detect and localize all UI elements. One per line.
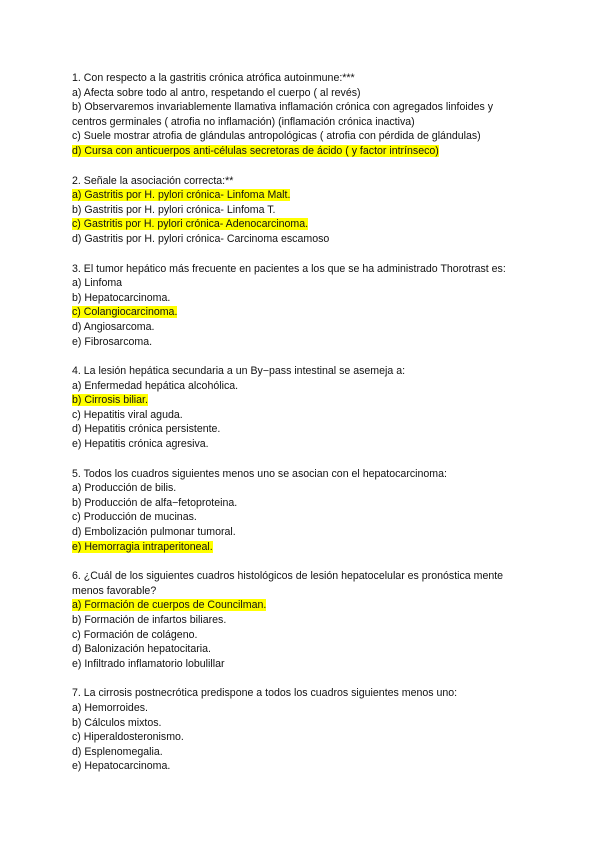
answer-text: b) Cálculos mixtos. [72, 716, 162, 729]
answer-text: a) Hemorroides. [72, 701, 148, 714]
answer-option [72, 217, 532, 232]
answer-option [72, 716, 532, 731]
question-block [72, 569, 532, 671]
answer-text: d) Balonización hepatocitaria. [72, 643, 211, 656]
answer-text: a) Enfermedad hepática alcohólica. [72, 379, 239, 392]
question-stem: 3. El tumor hepático más frecuente en pacientes a los que se ha administrado Thorotrast es: [72, 262, 506, 275]
highlighted-answer: c) Gastritis por H. pylori crónica- Adenocarcinoma. [72, 218, 309, 231]
answer-option [72, 379, 532, 394]
answer-text: d) Angiosarcoma. [72, 320, 155, 333]
answer-text: d) Gastritis por H. pylori crónica- Carcinoma escamoso [72, 232, 330, 245]
answer-text: b) Hepatocarcinoma. [72, 291, 171, 304]
question-block [72, 262, 532, 350]
question-stem: 5. Todos los cuadros siguientes menos uno se asocian con el hepatocarcinoma: [72, 467, 447, 480]
answer-option [72, 642, 532, 657]
answer-text: c) Hepatitis viral aguda. [72, 408, 183, 421]
answer-text: a) Afecta sobre todo al antro, respetando el cuerpo ( al revés) [72, 86, 361, 99]
answer-option [72, 437, 532, 452]
answer-text: b) Gastritis por H. pylori crónica- Linfoma T. [72, 203, 276, 216]
answer-option [72, 510, 532, 525]
answer-text: b) Producción de alfa−fetoproteina. [72, 496, 238, 509]
answer-option [72, 305, 532, 320]
answer-text: e) Hepatitis crónica agresiva. [72, 438, 209, 451]
answer-text: c) Suele mostrar atrofia de glándulas antropológicas ( atrofia con pérdida de glándulas) [72, 130, 481, 143]
highlighted-answer: d) Cursa con anticuerpos anti-células secretoras de ácido ( y factor intrínseco) [72, 144, 439, 157]
answer-option [72, 613, 532, 628]
highlighted-answer: c) Colangiocarcinoma. [72, 306, 178, 319]
answer-option [72, 598, 532, 613]
answer-text: e) Fibrosarcoma. [72, 335, 153, 348]
question-block [72, 686, 532, 774]
question-block [72, 174, 532, 247]
highlighted-answer: e) Hemorragia intraperitoneal. [72, 540, 213, 553]
answer-option [72, 745, 532, 760]
answer-option [72, 422, 532, 437]
question-stem: 7. La cirrosis postnecrótica predispone a todos los cuadros siguientes menos uno: [72, 687, 458, 700]
answer-text: centros germinales ( atrofia no inflamación) (inflamación crónica inactiva) [72, 115, 415, 128]
highlighted-answer: a) Gastritis por H. pylori crónica- Linfoma Malt. [72, 189, 291, 202]
answer-option [72, 129, 532, 144]
question-stem: 1. Con respecto a la gastritis crónica atrófica autoinmune:*** [72, 72, 355, 84]
answer-text: d) Embolización pulmonar tumoral. [72, 526, 236, 539]
question-block [72, 71, 532, 159]
answer-option [72, 657, 532, 672]
answer-text: b) Observaremos invariablemente llamativa inflamación crónica con agregados linfoides y [72, 101, 494, 114]
answer-text: b) Formación de infartos biliares. [72, 614, 227, 626]
answer-text: d) Esplenomegalia. [72, 745, 163, 758]
answer-text: e) Hepatocarcinoma. [72, 760, 171, 773]
answer-option [72, 86, 532, 101]
question-stem: 4. La lesión hepática secundaria a un By−pass intestinal se asemeja a: [72, 365, 406, 378]
answer-text: c) Producción de mucinas. [72, 511, 197, 524]
highlighted-answer: a) Formación de cuerpos de Councilman. [72, 599, 267, 612]
answer-option [72, 393, 532, 408]
answer-option [72, 203, 532, 218]
answer-option [72, 144, 532, 159]
question-block [72, 467, 532, 555]
answer-option [72, 628, 532, 643]
answer-text: e) Infiltrado inflamatorio lobulillar [72, 657, 225, 670]
answer-option [72, 759, 532, 774]
question-block [72, 364, 532, 452]
answer-option [72, 408, 532, 423]
answer-option [72, 525, 532, 540]
question-stem: 6. ¿Cuál de los siguientes cuadros histológicos de lesión hepatocelular es pronóstica mente menos favorable? [72, 570, 504, 597]
answer-option [72, 115, 532, 130]
answer-option [72, 100, 532, 115]
answer-option [72, 701, 532, 716]
answer-option [72, 540, 532, 555]
answer-text: a) Producción de bilis. [72, 482, 177, 495]
highlighted-answer: b) Cirrosis biliar. [72, 394, 148, 407]
answer-option [72, 335, 532, 350]
answer-option [72, 730, 532, 745]
answer-option [72, 481, 532, 496]
question-stem: 2. Señale la asociación correcta:** [72, 174, 234, 187]
question-list [72, 71, 532, 789]
answer-option [72, 291, 532, 306]
answer-text: d) Hepatitis crónica persistente. [72, 423, 221, 436]
answer-option [72, 496, 532, 511]
answer-text: c) Formación de colágeno. [72, 628, 198, 641]
answer-option [72, 232, 532, 247]
answer-option [72, 188, 532, 203]
answer-text: a) Linfoma [72, 277, 123, 290]
answer-option [72, 320, 532, 335]
answer-option [72, 276, 532, 291]
answer-text: c) Hiperaldosteronismo. [72, 731, 184, 744]
